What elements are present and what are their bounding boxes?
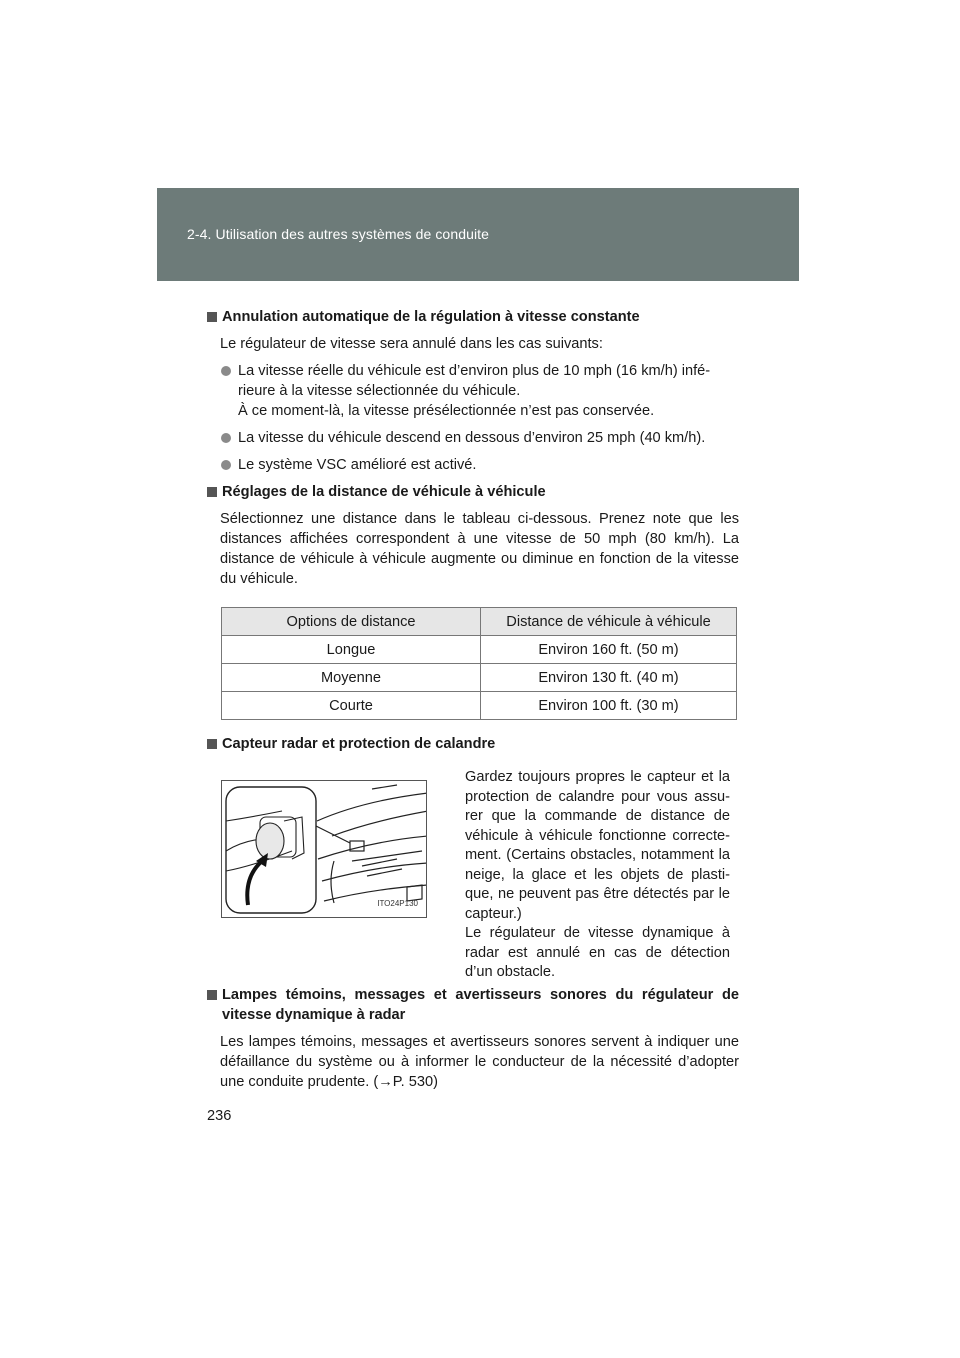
section-heading-distance: Réglages de la distance de véhicule à véhicule xyxy=(207,482,739,502)
square-bullet-icon xyxy=(207,487,217,497)
warnings-text: Les lampes témoins, messages et avertisseurs sonores servent à indiquer une défaillance du système ou à informer le conducteur de la nécessité d’adopter une conduite prudente. (→P. 530) xyxy=(220,1034,739,1090)
table-row xyxy=(222,664,737,692)
square-bullet-icon xyxy=(207,312,217,322)
circle-bullet-icon xyxy=(221,433,231,443)
distance-text: Sélectionnez une distance dans le tableau ci-dessous. Prenez note que les distances affichées correspondent à une vitesse de 50 mph (80 km/h). La distance de véhicule à véhicule augmente ou diminue en fonction de la vitesse du véhicule. xyxy=(220,511,739,587)
table-header-row xyxy=(222,608,737,636)
circle-bullet-icon xyxy=(221,460,231,470)
chapter-title: 2-4. Utilisation des autres systèmes de conduite xyxy=(187,226,490,242)
list-item: La vitesse du véhicule descend en dessous d’environ 25 mph (40 km/h). xyxy=(207,428,739,448)
auto-cancel-intro: Le régulateur de vitesse sera annulé dans les cas suivants: xyxy=(220,336,603,352)
section-heading-warnings: Lampes témoins, messages et avertisseurs sonores du régulateur de vitesse dynamique à radar xyxy=(207,985,739,1025)
radar-figure-row xyxy=(207,761,739,979)
table-row xyxy=(222,636,737,664)
radar-text: Gardez toujours propres le capteur et la protection de calandre pour vous assu-rer que la commande de distance de véhicule à véhicule fonctionne correcte-ment. (Certains obstacles, notamment la neige, la glace et les objets de plasti-que, ne peuvent pas être détectés par le capteur.) Le régulateur de vitesse dynamique à radar est annulé en cas de détection d’un obstacle. xyxy=(465,769,730,980)
table-cell: Courte xyxy=(222,692,481,720)
radar-sensor-illustration xyxy=(221,780,427,918)
list-item: La vitesse réelle du véhicule est d’environ plus de 10 mph (16 km/h) infé-rieure à la vitesse sélectionnée du véhicule. À ce moment-là, la vitesse présélectionnée n’est pas conservée. xyxy=(207,361,739,421)
table-cell: Moyenne xyxy=(222,664,481,692)
list-item: Le système VSC amélioré est activé. xyxy=(207,455,739,475)
chapter-header xyxy=(157,188,799,281)
table-row xyxy=(222,692,737,720)
table-header-cell: Distance de véhicule à véhicule xyxy=(481,608,737,636)
section-heading-radar: Capteur radar et protection de calandre xyxy=(207,734,739,754)
figure-code: ITO24P130 xyxy=(377,899,418,908)
page-content xyxy=(207,307,739,1099)
section-heading-auto-cancel: Annulation automatique de la régulation à vitesse constante xyxy=(207,307,739,327)
distance-table xyxy=(221,607,737,720)
table-cell: Environ 100 ft. (30 m) xyxy=(481,692,737,720)
table-cell: Environ 160 ft. (50 m) xyxy=(481,636,737,664)
table-cell: Longue xyxy=(222,636,481,664)
page-number: 236 xyxy=(207,1108,232,1124)
table-cell: Environ 130 ft. (40 m) xyxy=(481,664,737,692)
square-bullet-icon xyxy=(207,990,217,1000)
table-header-cell: Options de distance xyxy=(222,608,481,636)
circle-bullet-icon xyxy=(221,366,231,376)
square-bullet-icon xyxy=(207,739,217,749)
